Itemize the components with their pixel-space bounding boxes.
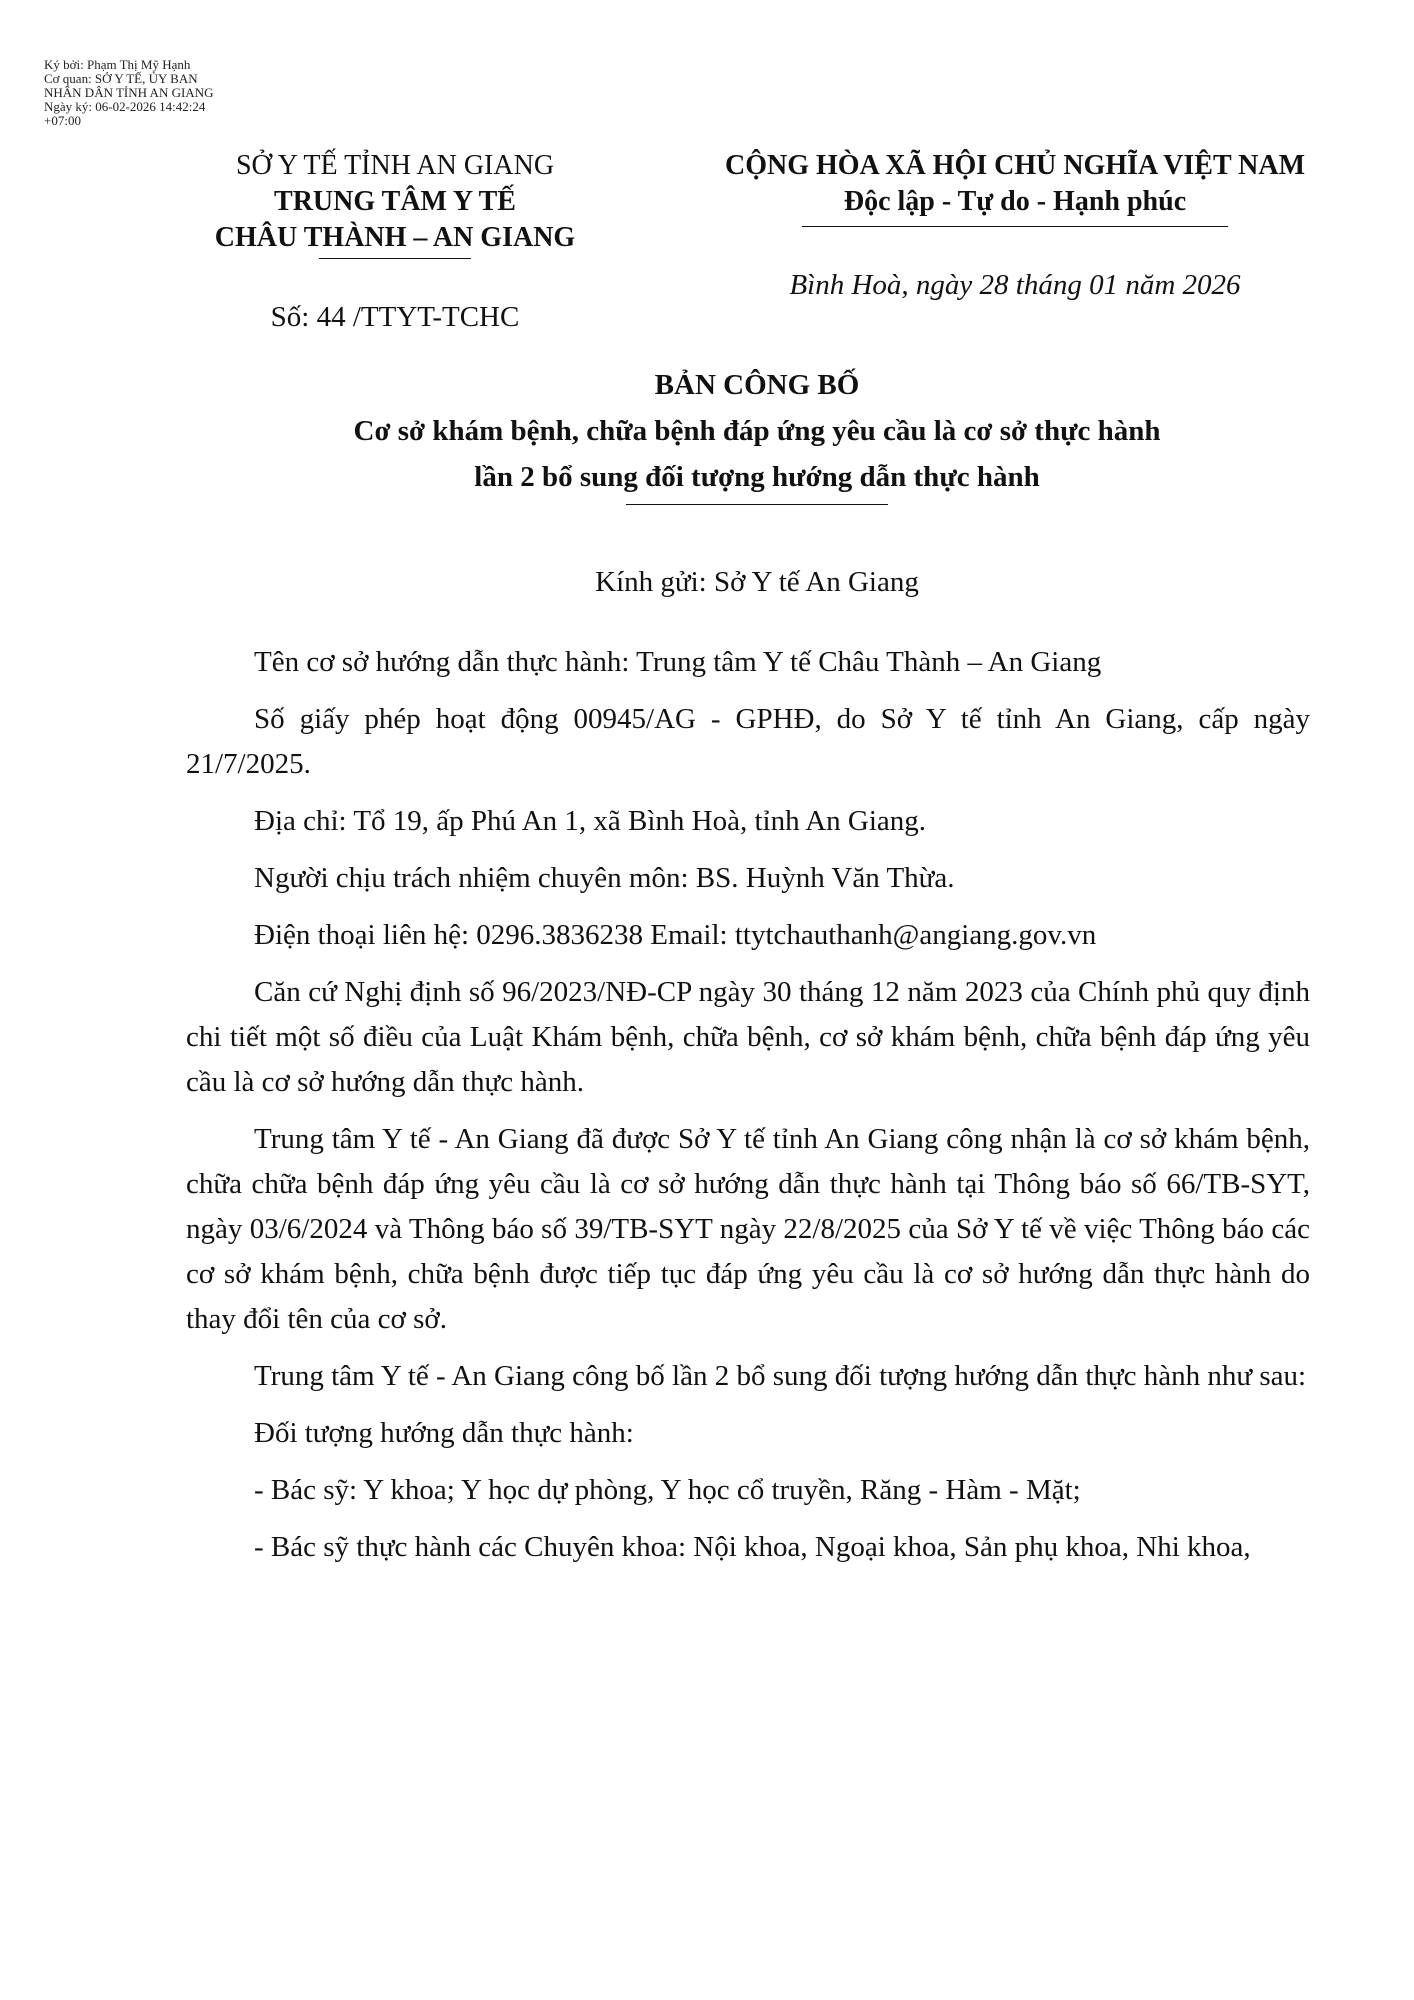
digital-signature-block (44, 58, 213, 128)
paragraph-address: Địa chỉ: Tổ 19, ấp Phú An 1, xã Bình Hoà, tỉnh An Giang. (254, 805, 927, 837)
paragraph-announcement: Trung tâm Y tế - An Giang công bố lần 2 bổ sung đối tượng hướng dẫn thực hành như sau: (254, 1360, 1307, 1392)
paragraph-facility-name: Tên cơ sở hướng dẫn thực hành: Trung tâm Y tế Châu Thành – An Giang (254, 646, 1102, 678)
motto-divider (802, 226, 1228, 227)
signature-agency: Cơ quan: SỞ Y TẾ, ỦY BAN (44, 71, 198, 86)
parent-agency: SỞ Y TẾ TỈNH AN GIANG (235, 150, 555, 181)
list-item: - Bác sỹ: Y khoa; Y học dự phòng, Y học cổ truyền, Răng - Hàm - Mặt; (254, 1474, 1081, 1506)
issuing-agency-header (160, 148, 630, 335)
paragraph-legal-basis: Căn cứ Nghị định số 96/2023/NĐ-CP ngày 30 tháng 12 năm 2023 của Chính phủ quy định chi tiết một số điều của Luật Khám bệnh, chữa bệnh, cơ sở khám bệnh, chữa bệnh đáp ứng yêu cầu là cơ sở hướng dẫn thực hành. (186, 976, 1310, 1098)
signature-signer: Ký bởi: Phạm Thị Mỹ Hạnh (44, 57, 191, 72)
document-title (100, 362, 1414, 505)
national-motto: Độc lập - Tự do - Hạnh phúc (843, 186, 1187, 217)
place-and-date: Bình Hoà, ngày 28 tháng 01 năm 2026 (789, 269, 1241, 301)
agency-divider (319, 258, 471, 259)
national-header (690, 148, 1340, 303)
unit-name-line2: CHÂU THÀNH – AN GIANG (214, 222, 576, 253)
signature-date: Ngày ký: 06-02-2026 14:42:24 (44, 99, 206, 114)
paragraph-subjects-heading: Đối tượng hướng dẫn thực hành: (254, 1417, 634, 1449)
paragraph-license: Số giấy phép hoạt động 00945/AG - GPHĐ, do Sở Y tế tỉnh An Giang, cấp ngày 21/7/2025. (186, 703, 1310, 780)
nation-name: CỘNG HÒA XÃ HỘI CHỦ NGHĨA VIỆT NAM (724, 150, 1306, 181)
document-number: Số: 44 /TTYT-TCHC (270, 301, 520, 333)
recipient-line: Kính gửi: Sở Y tế An Giang (595, 566, 919, 598)
signature-timezone: +07:00 (44, 113, 81, 128)
title-main: BẢN CÔNG BỐ (654, 369, 860, 401)
paragraph-contact: Điện thoại liên hệ: 0296.3836238 Email: ttytchauthanh@angiang.gov.vn (254, 919, 1097, 951)
paragraph-recognition: Trung tâm Y tế - An Giang đã được Sở Y tế tỉnh An Giang công nhận là cơ sở khám bệnh, chữa chữa bệnh đáp ứng yêu cầu là cơ sở hướng dẫn thực hành tại Thông báo số 66/TB-SYT, ngày 03/6/2024 và Thông báo số 39/TB-SYT ngày 22/8/2025 của Sở Y tế về việc Thông báo các cơ sở khám bệnh, chữa bệnh được tiếp tục đáp ứng yêu cầu là cơ sở hướng dẫn thực hành do thay đổi tên của cơ sở. (186, 1123, 1310, 1335)
title-divider (626, 504, 888, 505)
paragraph-responsible-person: Người chịu trách nhiệm chuyên môn: BS. Huỳnh Văn Thừa. (254, 862, 955, 894)
signature-agency-cont: NHÂN DÂN TỈNH AN GIANG (44, 85, 214, 100)
document-body (186, 640, 1310, 1582)
title-line3: lần 2 bổ sung đối tượng hướng dẫn thực hành (474, 461, 1040, 493)
title-line2: Cơ sở khám bệnh, chữa bệnh đáp ứng yêu cầu là cơ sở thực hành (353, 415, 1161, 447)
list-item: - Bác sỹ thực hành các Chuyên khoa: Nội khoa, Ngoại khoa, Sản phụ khoa, Nhi khoa, (254, 1531, 1251, 1563)
unit-name-line1: TRUNG TÂM Y TẾ (274, 186, 516, 217)
